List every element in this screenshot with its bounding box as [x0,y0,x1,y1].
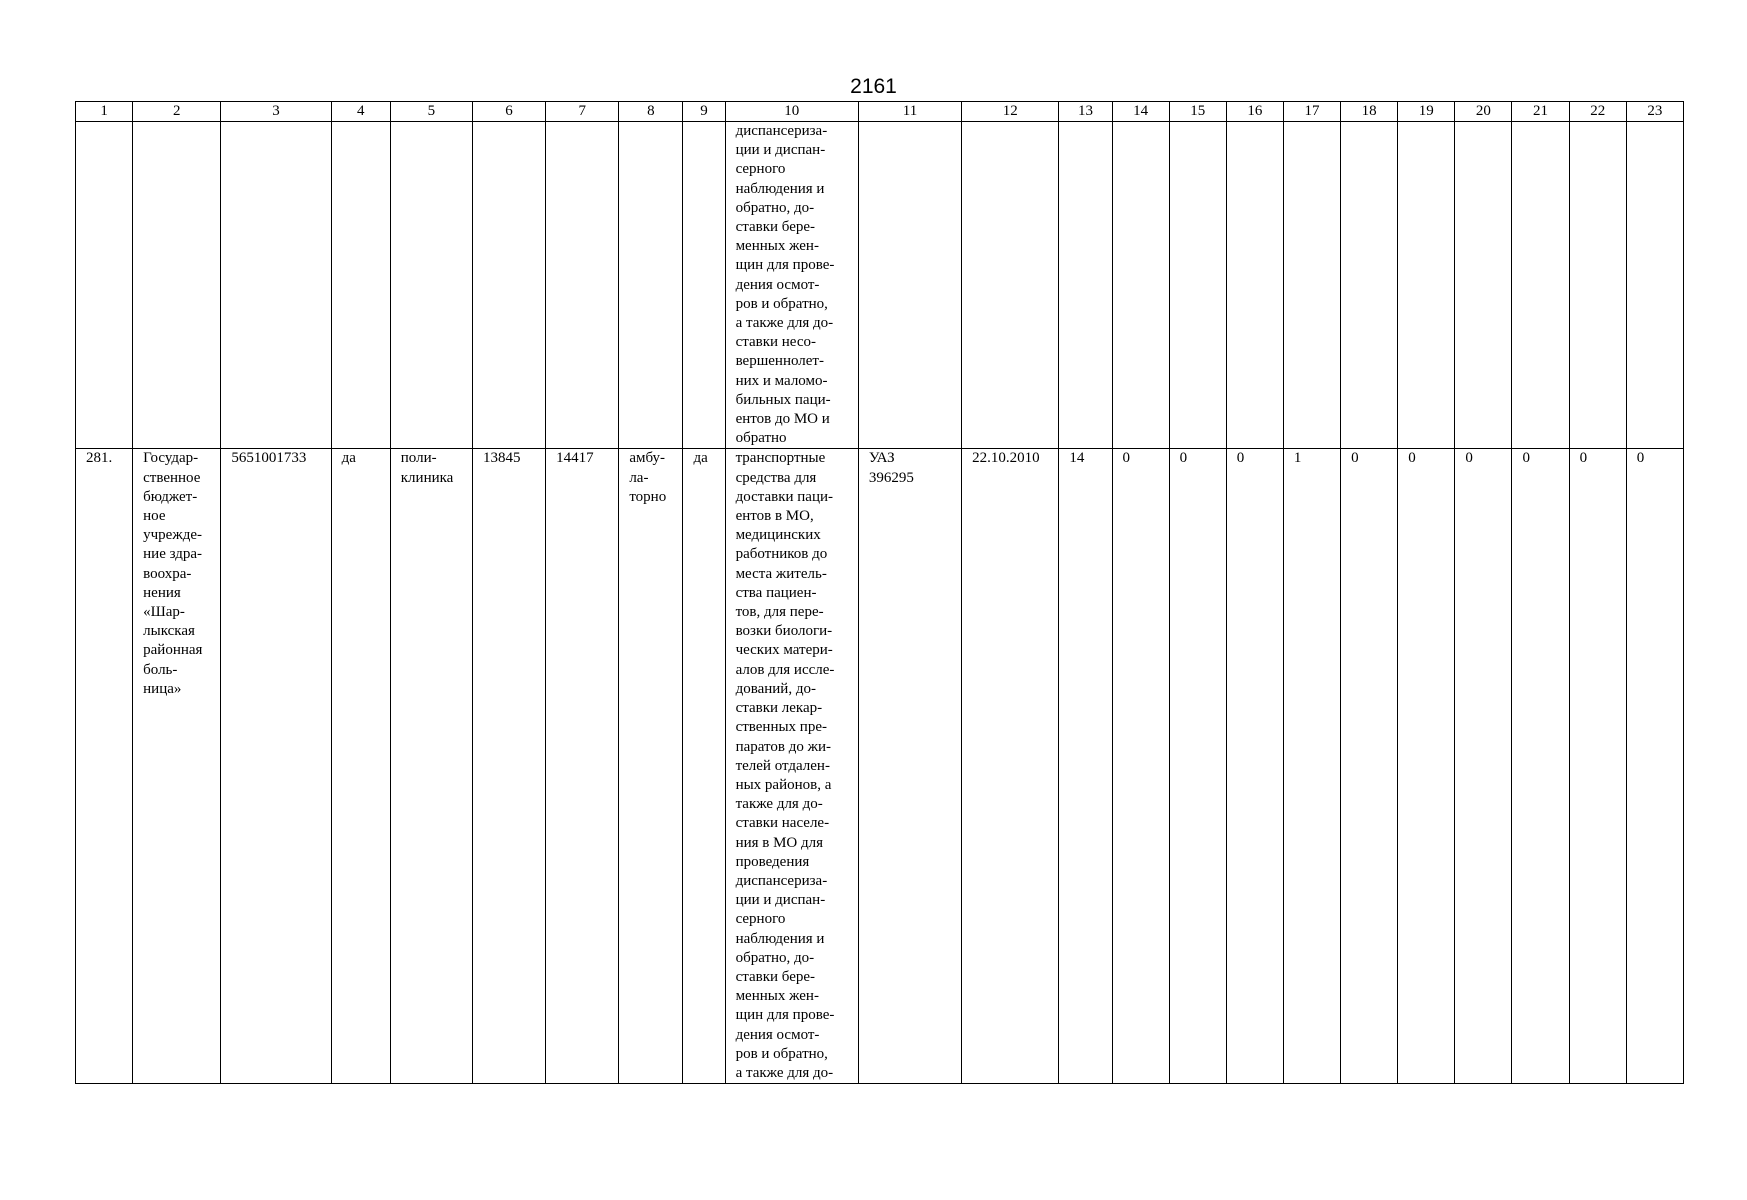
table-cell [221,122,331,449]
text-line: наблюдения и [735,930,825,947]
text-line: возки биологи- [735,623,833,640]
text-line: обратно [735,430,787,447]
table-row [76,449,1684,1084]
text-line: работников до [735,546,828,563]
column-header: 1 [76,102,133,122]
care-type-cell [619,449,683,1084]
table-cell: 0 [1626,449,1683,1084]
text-line: медицинских [735,527,821,544]
column-header: 11 [858,102,961,122]
text-line: ница» [143,680,182,697]
inn-cell: 5651001733 [221,449,331,1084]
table-cell: да [683,449,725,1084]
text-line: вершеннолет- [735,353,824,370]
table-cell: 0 [1341,449,1398,1084]
text-line: доставки паци- [735,488,834,505]
table-cell [962,122,1059,449]
table-cell [133,122,221,449]
vehicle-model-cell [858,449,961,1084]
text-line: дований, до- [735,680,816,697]
table-row [76,122,1684,449]
text-line: ров и обратно, [735,1045,828,1062]
column-header: 21 [1512,102,1569,122]
text-line: средства для [735,469,817,486]
text-line: учрежде- [143,527,202,544]
text-line: ла- [629,469,649,486]
table-cell: 0 [1569,449,1626,1084]
text-line: обратно, до- [735,199,815,216]
text-line: ции и диспан- [735,142,826,159]
table-cell [1283,122,1340,449]
table-cell [1059,122,1112,449]
column-header: 2 [133,102,221,122]
vehicle-purpose-cell [725,449,858,1084]
text-line: нения [143,584,181,601]
text-line: ставки лекар- [735,700,823,717]
text-line: диспансериза- [735,123,828,139]
table-cell [619,122,683,449]
table-cell [390,122,472,449]
column-header: 13 [1059,102,1112,122]
column-header: 17 [1283,102,1340,122]
table-cell: 1 [1283,449,1340,1084]
page-number: 2161 [850,75,897,98]
text-line: ние здра- [143,546,203,563]
text-line: УАЗ [868,450,895,467]
table-cell [683,122,725,449]
text-line: ческих матери- [735,642,833,659]
table-cell [546,122,619,449]
text-line: бильных паци- [735,391,831,408]
text-line: боль- [143,661,178,678]
text-line: щин для прове- [735,1007,835,1024]
text-line: ентов в МО, [735,508,814,525]
column-header: 6 [472,102,545,122]
column-numbers-row [76,102,1684,122]
column-header: 5 [390,102,472,122]
column-header: 3 [221,102,331,122]
text-line: них и маломо- [735,372,828,389]
column-header: 23 [1626,102,1683,122]
column-header: 9 [683,102,725,122]
text-line: 396295 [868,469,914,486]
organization-name-cell [133,449,221,1084]
text-line: ров и обратно, [735,295,828,312]
text-line: паратов до жи- [735,738,831,755]
text-line: тов, для пере- [735,604,824,621]
text-line: также для до- [735,796,823,813]
column-header: 10 [725,102,858,122]
vehicle-purpose-cell [725,122,858,449]
text-line: дения осмот- [735,1026,820,1043]
text-line: серного [735,161,786,178]
text-line: серного [735,911,786,928]
table-cell: 0 [1398,449,1455,1084]
text-line: ции и диспан- [735,892,826,909]
text-line: ственное [143,469,201,486]
table-cell [1169,122,1226,449]
text-line: ставки несо- [735,334,816,351]
text-line: лыкская [143,623,195,640]
text-line: районная [143,642,203,659]
table-cell: 14417 [546,449,619,1084]
text-line: ное [143,508,166,525]
column-header: 4 [331,102,390,122]
text-line: ных районов, а [735,776,832,793]
column-header: 18 [1341,102,1398,122]
text-line: наблюдения и [735,180,825,197]
text-line: клиника [400,469,454,486]
text-line: ния в МО для [735,834,824,851]
text-line: торно [629,488,667,505]
table-cell [1341,122,1398,449]
table-cell [1512,122,1569,449]
text-line: «Шар- [143,604,185,621]
table-cell: 0 [1112,449,1169,1084]
table-cell [1226,122,1283,449]
text-line: ставки населе- [735,815,830,832]
text-line: обратно, до- [735,949,815,966]
table-cell: 0 [1226,449,1283,1084]
text-line: места житель- [735,565,827,582]
text-line: ставки бере- [735,219,816,236]
text-line: телей отдален- [735,757,830,774]
text-line: а также для до- [735,315,834,332]
text-line: ентов до МО и [735,411,830,428]
table-cell [1112,122,1169,449]
facility-type-cell [390,449,472,1084]
table-cell: 0 [1512,449,1569,1084]
table-cell: да [331,449,390,1084]
text-line: проведения [735,853,810,870]
table-cell [331,122,390,449]
table-cell [1569,122,1626,449]
text-line: ственных пре- [735,719,827,736]
column-header: 7 [546,102,619,122]
text-line: Государ- [143,450,199,467]
text-line: а также для до- [735,1064,834,1081]
table-cell: 14 [1059,449,1112,1084]
column-header: 12 [962,102,1059,122]
text-line: бюджет- [143,488,198,505]
table-cell [1398,122,1455,449]
text-line: менных жен- [735,238,819,255]
text-line: ставки бере- [735,968,816,985]
text-line: алов для иссле- [735,661,835,678]
row-number-cell: 281. [76,449,133,1084]
text-line: ства пациен- [735,584,817,601]
text-line: диспансериза- [735,872,828,889]
text-line: амбу- [629,450,666,467]
table-cell: 0 [1455,449,1512,1084]
table-cell [76,122,133,449]
column-header: 14 [1112,102,1169,122]
column-header: 8 [619,102,683,122]
date-cell: 22.10.2010 [962,449,1059,1084]
registry-table [75,101,1684,1084]
text-line: поли- [400,450,437,467]
column-header: 16 [1226,102,1283,122]
table-cell [858,122,961,449]
column-header: 20 [1455,102,1512,122]
column-header: 22 [1569,102,1626,122]
text-line: воохра- [143,565,192,582]
table-cell [472,122,545,449]
column-header: 19 [1398,102,1455,122]
text-line: дения осмот- [735,276,820,293]
text-line: менных жен- [735,988,819,1005]
table-cell [1626,122,1683,449]
column-header: 15 [1169,102,1226,122]
table-cell: 0 [1169,449,1226,1084]
text-line: транспортные [735,450,826,467]
table-cell [1455,122,1512,449]
table-cell: 13845 [472,449,545,1084]
text-line: щин для прове- [735,257,835,274]
